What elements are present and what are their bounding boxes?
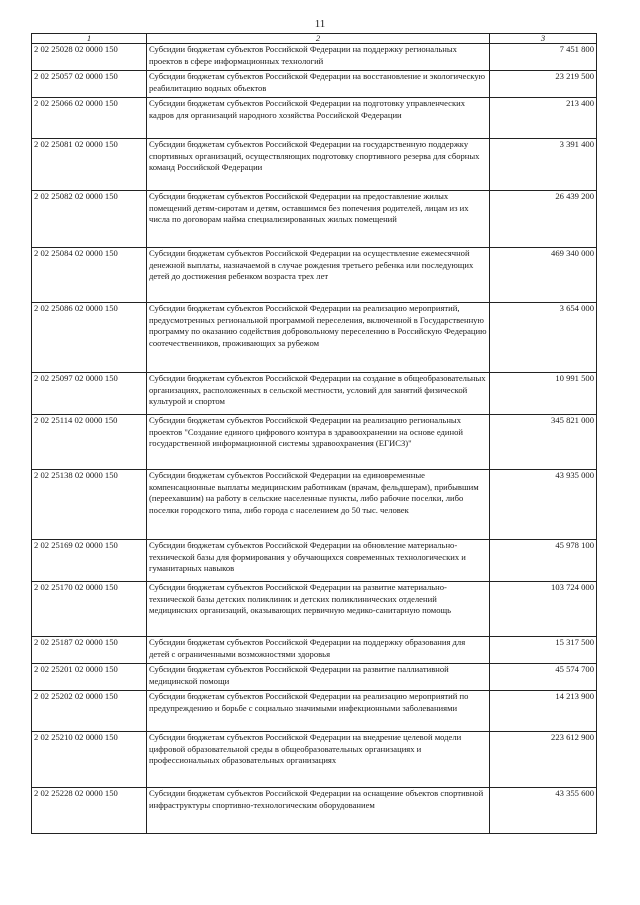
column-header-description: 2 [147, 34, 490, 44]
page-number: 11 [314, 18, 326, 30]
row-description: Субсидии бюджетам субъектов Российской Федерации на обновление материально-технической базы для формирования у обучающихся современных технологических и гуманитарных навыков [147, 540, 490, 582]
table-row [32, 98, 597, 139]
row-description: Субсидии бюджетам субъектов Российской Федерации на единовременные компенсационные выплаты медицинским работникам (врачам, фельдшерам), прибывшим (переехавшим) на работу в сельские населенные пункты, либо рабочие поселки, либо поселки городского типа, либо города с населением до 50 тыс. человек [147, 470, 490, 540]
row-amount: 14 213 900 [490, 691, 597, 732]
budget-code: 2 02 25210 02 0000 150 [32, 732, 147, 788]
row-amount: 10 991 500 [490, 373, 597, 415]
budget-code: 2 02 25228 02 0000 150 [32, 788, 147, 834]
budget-revenue-table [31, 33, 597, 834]
row-description: Субсидии бюджетам субъектов Российской Федерации на оснащение объектов спортивной инфраструктуры спортивно-технологическим оборудованием [147, 788, 490, 834]
column-header-code: 1 [32, 34, 147, 44]
table-row [32, 664, 597, 691]
table-row [32, 44, 597, 71]
budget-code: 2 02 25169 02 0000 150 [32, 540, 147, 582]
table-row [32, 303, 597, 373]
row-amount: 223 612 900 [490, 732, 597, 788]
table-row [32, 691, 597, 732]
row-description: Субсидии бюджетам субъектов Российской Федерации на создание в общеобразовательных организациях, расположенных в сельской местности, условий для занятий физической культурой и спортом [147, 373, 490, 415]
row-description: Субсидии бюджетам субъектов Российской Федерации на осуществление ежемесячной денежной выплаты, назначаемой в случае рождения третьего ребенка или последующих детей до достижения ребенком возраста трех лет [147, 248, 490, 303]
table-row [32, 540, 597, 582]
row-amount: 469 340 000 [490, 248, 597, 303]
table-row [32, 470, 597, 540]
row-amount: 7 451 800 [490, 44, 597, 71]
row-amount: 103 724 000 [490, 582, 597, 637]
table-row [32, 415, 597, 470]
budget-code: 2 02 25057 02 0000 150 [32, 71, 147, 98]
budget-code: 2 02 25097 02 0000 150 [32, 373, 147, 415]
budget-code: 2 02 25028 02 0000 150 [32, 44, 147, 71]
row-description: Субсидии бюджетам субъектов Российской Федерации на внедрение целевой модели цифровой образовательной среды в общеобразовательных организациях и профессиональных образовательных организациях [147, 732, 490, 788]
row-description: Субсидии бюджетам субъектов Российской Федерации на подготовку управленческих кадров для организаций народного хозяйства Российской Федерации [147, 98, 490, 139]
table-row [32, 71, 597, 98]
budget-code: 2 02 25201 02 0000 150 [32, 664, 147, 691]
table-row [32, 373, 597, 415]
row-description: Субсидии бюджетам субъектов Российской Федерации на реализацию мероприятий, предусмотренных региональной программой переселения, включенной в Государственную программу по оказанию содействия добровольному переселению в Российскую Федерацию соотечественников, проживающих за рубежом [147, 303, 490, 373]
column-header-amount: 3 [490, 34, 597, 44]
row-amount: 45 574 700 [490, 664, 597, 691]
budget-code: 2 02 25170 02 0000 150 [32, 582, 147, 637]
budget-code: 2 02 25081 02 0000 150 [32, 139, 147, 191]
row-description: Субсидии бюджетам субъектов Российской Федерации на восстановление и экологическую реабилитацию водных объектов [147, 71, 490, 98]
row-amount: 23 219 500 [490, 71, 597, 98]
row-description: Субсидии бюджетам субъектов Российской Федерации на развитие материально-технической базы детских поликлиник и детских поликлинических отделений медицинских организаций, оказывающих первичную медико-санитарную помощь [147, 582, 490, 637]
row-description: Субсидии бюджетам субъектов Российской Федерации на поддержку образования для детей с ограниченными возможностями здоровья [147, 637, 490, 664]
budget-code: 2 02 25066 02 0000 150 [32, 98, 147, 139]
row-amount: 45 978 100 [490, 540, 597, 582]
row-description: Субсидии бюджетам субъектов Российской Федерации на реализацию региональных проектов "Создание единого цифрового контура в здравоохранении на основе единой государственной информационной системы здравоохранения (ЕГИСЗ)" [147, 415, 490, 470]
row-amount: 26 439 200 [490, 191, 597, 248]
table-row [32, 139, 597, 191]
row-amount: 3 654 000 [490, 303, 597, 373]
table-row [32, 191, 597, 248]
budget-code: 2 02 25138 02 0000 150 [32, 470, 147, 540]
row-amount: 43 935 000 [490, 470, 597, 540]
table-row [32, 788, 597, 834]
budget-code: 2 02 25202 02 0000 150 [32, 691, 147, 732]
row-description: Субсидии бюджетам субъектов Российской Федерации на государственную поддержку спортивных организаций, осуществляющих подготовку спортивного резерва для сборных команд Российской Федерации [147, 139, 490, 191]
row-amount: 345 821 000 [490, 415, 597, 470]
table-row [32, 637, 597, 664]
budget-code: 2 02 25187 02 0000 150 [32, 637, 147, 664]
budget-code: 2 02 25086 02 0000 150 [32, 303, 147, 373]
row-amount: 15 317 500 [490, 637, 597, 664]
row-description: Субсидии бюджетам субъектов Российской Федерации на реализацию мероприятий по предупреждению и борьбе с социально значимыми инфекционными заболеваниями [147, 691, 490, 732]
row-description: Субсидии бюджетам субъектов Российской Федерации на предоставление жилых помещений детям-сиротам и детям, оставшимся без попечения родителей, лицам из их числа по договорам найма специализированных жилых помещений [147, 191, 490, 248]
table-header-row [32, 34, 597, 44]
budget-code: 2 02 25082 02 0000 150 [32, 191, 147, 248]
budget-code: 2 02 25084 02 0000 150 [32, 248, 147, 303]
table-row [32, 582, 597, 637]
row-description: Субсидии бюджетам субъектов Российской Федерации на поддержку региональных проектов в сфере информационных технологий [147, 44, 490, 71]
row-amount: 213 400 [490, 98, 597, 139]
table-row [32, 732, 597, 788]
row-description: Субсидии бюджетам субъектов Российской Федерации на развитие паллиативной медицинской помощи [147, 664, 490, 691]
row-amount: 3 391 400 [490, 139, 597, 191]
row-amount: 43 355 600 [490, 788, 597, 834]
table-row [32, 248, 597, 303]
budget-code: 2 02 25114 02 0000 150 [32, 415, 147, 470]
